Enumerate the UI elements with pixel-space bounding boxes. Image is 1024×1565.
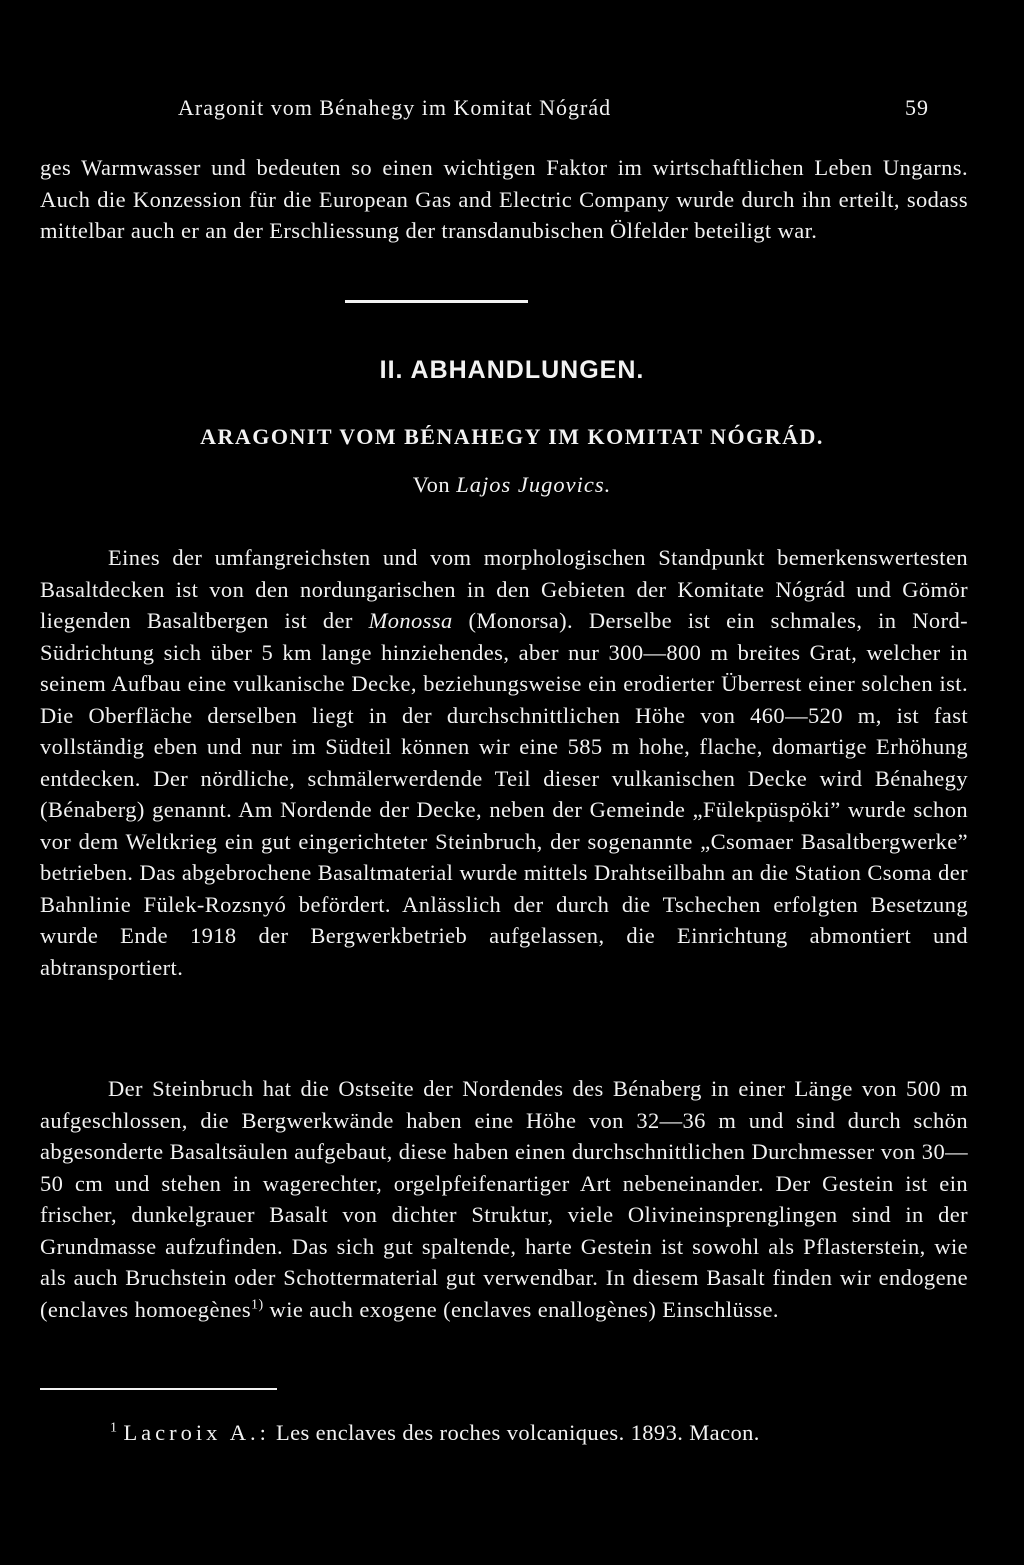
running-head-title: Aragonit vom Bénahegy im Komitat Nógrád (178, 95, 612, 120)
footnote-divider (40, 1388, 277, 1390)
body-paragraph-1 (40, 542, 968, 983)
p1-text-b: (Monorsa). Derselbe ist ein schmales, in Nord-Südrichtung sich über 5 km lange hinziehendes, aber nur 300—800 m breites Grat, welcher in seinem Aufbau eine vulkanische Decke, beziehungsweise ein erodierter Überrest einer solchen ist. Die Oberfläche derselben liegt in der durchschnittlichen Höhe von 460—520 m, ist fast vollständig eben und nur im Südteil können wir eine 585 m hohe, flache, domartige Erhöhung entdecken. Der nördliche, schmälerwerdende Teil dieser vulkanischen Decke wird Bénahegy (Bénaberg) genannt. Am Nordende der Decke, neben der Gemeinde „Fülekpüspöki” wurde schon vor dem Weltkrieg ein gut eingerichteter Steinbruch, der sogenannte „Csomaer Basaltbergwerke” betrieben. Das abgebrochene Basaltmaterial wurde mittels Drahtseilbahn an die Station Csoma der Bahnlinie Fülek-Rozsnyó befördert. Anlässlich der durch die Tschechen erfolgten Besetzung wurde Ende 1918 der Bergwerkbetrieb aufgelassen, die Einrichtung abmontiert und abtransportiert. (40, 608, 969, 980)
article-title: ARAGONIT VOM BÉNAHEGY IM KOMITAT NÓGRÁD. (200, 424, 824, 449)
author-name: Lajos Jugovics. (456, 472, 612, 497)
footnote-author: Lacroix A.: (123, 1420, 270, 1445)
p1-text-a: Eines der umfangreichsten und vom morphologischen Standpunkt bemerkenswertesten Basaltdecken ist von den nordungarischen in den Gebieten der Komitate Nógrád und Gömör liegenden Basaltbergen ist der (40, 545, 968, 633)
footnote-text: Les enclaves des roches volcaniques. 1893. Macon. (275, 1420, 760, 1445)
footnote-reference: 1) (251, 1297, 264, 1312)
page-number: 59 (905, 95, 929, 120)
p2-text-a: Der Steinbruch hat die Ostseite der Nordendes des Bénaberg in einer Länge von 500 m aufgeschlossen, die Bergwerkwände haben eine Höhe von 32—36 m und sind durch schön abgesonderte Basaltsäulen aufgebaut, diese haben einen durchschnittlichen Durchmesser von 30—50 cm und stehen in wagerechter, orgelpfeifenartiger Art nebeneinander. Der Gestein ist ein frischer, dunkelgrauer Basalt von dichter Struktur, viele Olivineinsprenglingen sind in der Grundmasse aufzufinden. Das sich gut spaltende, harte Gestein ist sowohl als Pflasterstein, wie als auch Bruchstein oder Schottermaterial gut verwendbar. In diesem Basalt finden wir endogene (enclaves homoegènes (40, 1076, 968, 1322)
p1-italic-name: Monossa (368, 608, 453, 633)
footnote (110, 1418, 970, 1448)
body-paragraph-2 (40, 1073, 968, 1325)
section-heading: II. ABHANDLUNGEN. (379, 356, 645, 384)
carryover-paragraph: ges Warmwasser und bedeuten so einen wichtigen Faktor im wirtschaftlichen Leben Ungarns. Auch die Konzession für die European Gas and Electric Company wurde durch ihn erteilt, sodass mittelbar auch er an der Erschliessung der transdanubischen Ölfelder beteiligt war. (40, 155, 968, 243)
byline-prefix: Von (412, 472, 451, 497)
section-divider (345, 300, 528, 303)
p2-text-b: wie auch exogene (enclaves enallogènes) Einschlüsse. (269, 1296, 779, 1322)
byline (0, 472, 1024, 498)
footnote-marker: 1 (110, 1420, 118, 1436)
